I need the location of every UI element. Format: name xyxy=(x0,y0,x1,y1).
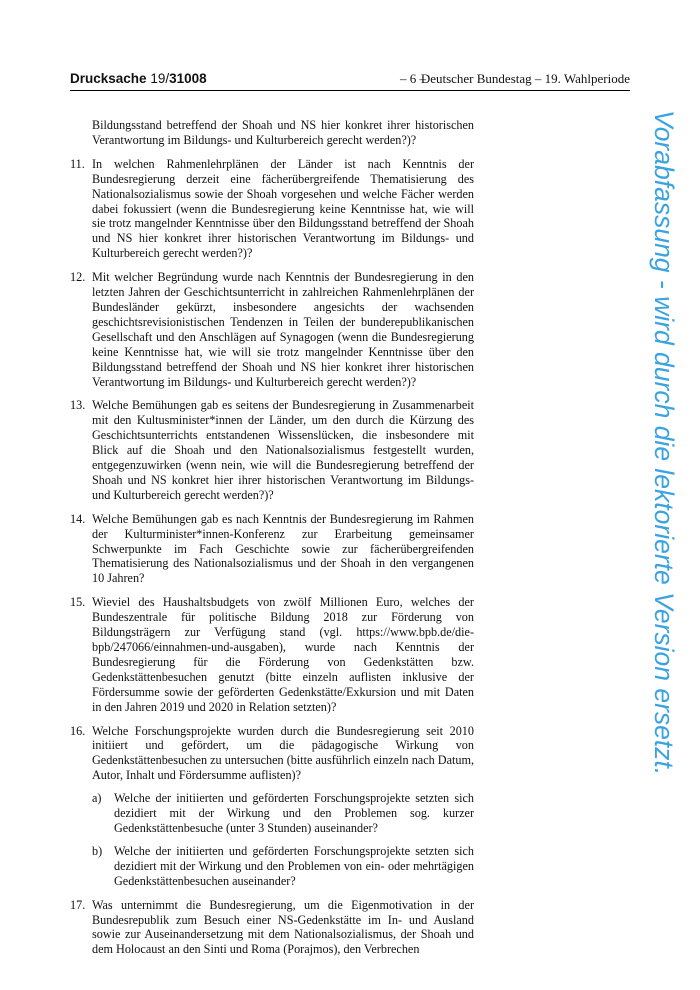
page-header xyxy=(70,70,630,88)
doc-number: 31008 xyxy=(169,71,207,86)
question-text: Mit welcher Begründung wurde nach Kenntnis der Bundesregierung in den letzten Jahren der Geschichtsunterricht in zahlreichen Rahmenlehrplänen der Bundesländer gekürzt, insbesondere angesichts der wachsenden geschichtsrevisionistischen Tendenzen in Teilen der bunderepublikanischen Gesellschaft und den Anschlägen auf Synagogen (wenn die Bundesregierung keine Kenntnisse hat, wie will sie trotz mangelnder Kenntnisse über den Bildungsstand betreffend der Shoah und NS hier konkret ihrer historischen Verantwortung im Bildungs- und Kulturbereich gerecht werden?)? xyxy=(92,270,474,389)
question-number: 12. xyxy=(70,270,86,285)
continuation-paragraph: Bildungsstand betreffend der Shoah und NS hier konkret ihrer historischen Verantwortung im Bildungs- und Kulturbereich gerecht werden?)? xyxy=(92,118,474,147)
subquestion-text: Welche der initiierten und geförderten Forschungsprojekte setzten sich dezidiert mit der Wirkung und den Problemen von ein- oder mehrtägigen Gedenkstättenbesuchen auseinander? xyxy=(114,843,474,888)
document-body xyxy=(70,118,474,957)
subquestion-b xyxy=(92,844,474,889)
question-text: Wieviel des Haushaltsbudgets von zwölf Millionen Euro, welches der Bundeszentrale für politische Bildung 2018 zur Förderung von Bildungsträgern zur Verfügung stand (vgl. https://www.bpb.de/die-bpb/247066/einnahmen-und-ausgaben), wurde nach Kenntnis der Bundesregierung für die Förderung von Gedenkstätten bzw. Gedenkstättenbesuchen genutzt (bitte einzeln auflisten inklusive der Fördersumme sowie der geförderten Gedenkstätte/Exkursion und mit Daten in den Jahren 2019 und 2020 in Relation setzten)? xyxy=(92,595,474,714)
question-text: Welche Bemühungen gab es nach Kenntnis der Bundesregierung im Rahmen der Kulturminister*innen-Konferenz zur Erarbeitung gemeinsamer Schwerpunkte im Fach Geschichte sowie zur fächerübergreifenden Thematisierung des Nationalsozialismus und der Shoah in den vergangenen 10 Jahren? xyxy=(92,511,474,586)
document-number xyxy=(70,70,207,88)
question-text: Welche Forschungsprojekte wurden durch die Bundesregierung seit 2010 initiiert und gefördert, um die pädagogische Wirkung von Gedenkstättenbesuchen zu untersuchen (bitte ausführlich einzeln nach Datum, Autor, Inhalt und Fördersumme auflisten)? xyxy=(92,723,474,783)
doc-number-prefix: 19/ xyxy=(150,71,170,86)
question-14 xyxy=(70,512,474,587)
question-number: 15. xyxy=(70,595,86,610)
question-12 xyxy=(70,270,474,389)
subquestion-text: Welche der initiierten und geförderten Forschungsprojekte setzten sich dezidiert mit der Wirkung und den Problemen sog. kurzer Gedenkstättenbesuche (unter 3 Stunden) auseinander? xyxy=(114,791,474,835)
parliament-term: Deutscher Bundestag – 19. Wahlperiode xyxy=(420,71,630,86)
subquestion-letter: b) xyxy=(92,843,103,858)
question-15 xyxy=(70,595,474,714)
question-number: 11. xyxy=(70,156,85,171)
question-number: 13. xyxy=(70,398,86,413)
question-17 xyxy=(70,898,474,958)
draft-watermark xyxy=(640,110,684,890)
subquestion-a xyxy=(92,791,474,836)
question-text: In welchen Rahmenlehrplänen der Länder ist nach Kenntnis der Bundesregierung derzeit eine fächerübergreifende Thematisierung des Nationalsozialismus sowie der Shoah vorgesehen und welche Fächer werden dabei fokussiert (wenn die Bundesregierung keine Kenntnisse hat, wie will sie trotz mangelnder Kenntnisse über den Bildungsstand betreffend der Shoah und NS hier konkret ihrer historischen Verantwortung im Bildungs- und Kulturbereich gerecht werden?)? xyxy=(92,156,474,261)
subquestion-letter: a) xyxy=(92,791,102,806)
question-number: 16. xyxy=(70,723,86,738)
question-text: Welche Bemühungen gab es seitens der Bundesregierung in Zusammenarbeit mit den Kultusminister*innen der Länder, um den durch die Kürzung des Geschichtsunterrichts entstandenen Wissenslücken, die insbesondere mit Blick auf die Shoah und den Nationalsozialismus festgestellt wurden, entgegenzuwirken (wenn nein, wie will die Bundesregierung betreffend der Shoah und NS konkret hier ihrer historischen Verantwortung im Bildungs- und Kulturbereich gerecht werden?)? xyxy=(92,398,474,502)
page-number: – 6 – xyxy=(400,71,426,86)
doc-label: Drucksache xyxy=(70,71,147,86)
header-rule xyxy=(70,90,630,91)
question-number: 14. xyxy=(70,511,86,526)
watermark-text: Vorabfassung - wird durch die lektorierte Version ersetzt. xyxy=(649,110,679,776)
question-number: 17. xyxy=(70,897,86,912)
question-16 xyxy=(70,724,474,889)
question-text: Was unternimmt die Bundesregierung, um die Eigenmotivation in der Bundesrepublik zum Besuch einer NS-Gedenkstätte im In- und Ausland sowie zur Auseinandersetzung mit dem Nationalsozialismus, der Shoah und dem Holocaust an den Sinti und Roma (Porajmos), den Verbrechen xyxy=(92,897,474,957)
question-11 xyxy=(70,157,474,261)
question-13 xyxy=(70,398,474,502)
